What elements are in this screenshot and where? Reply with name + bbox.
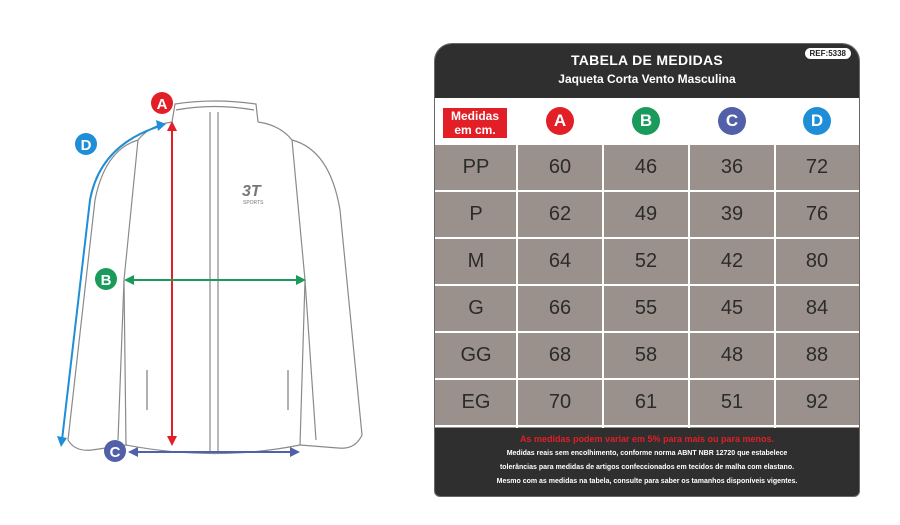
svg-text:C: C xyxy=(109,444,121,461)
marker-d xyxy=(75,133,97,155)
measure-a-value: 60 xyxy=(548,156,572,178)
size-label: PP xyxy=(462,156,490,178)
measure-c-value: 39 xyxy=(720,203,744,225)
measure-a-value: 70 xyxy=(548,391,572,413)
measure-a-arrow xyxy=(167,121,177,446)
svg-text:A: A xyxy=(156,96,168,113)
chart-subtitle: Jaqueta Corta Vento Masculina xyxy=(558,72,736,86)
collar xyxy=(172,101,258,122)
chart-header xyxy=(435,44,859,98)
measure-b-value: 55 xyxy=(634,297,658,319)
row-divider xyxy=(435,378,859,380)
marker-c xyxy=(104,440,126,462)
measure-d-value: 92 xyxy=(805,391,829,413)
measure-b-value: 52 xyxy=(634,250,658,272)
size-label: P xyxy=(469,203,483,225)
column-badge-a: A xyxy=(546,107,574,135)
column-badge-b: B xyxy=(632,107,660,135)
chart-footer xyxy=(435,428,859,496)
svg-text:B: B xyxy=(100,272,112,289)
logo: 3T xyxy=(242,183,261,200)
measure-a-value: 62 xyxy=(548,203,572,225)
row-divider xyxy=(435,237,859,239)
measure-a-value: 66 xyxy=(548,297,572,319)
size-label: GG xyxy=(460,344,492,366)
measure-b-value: 58 xyxy=(634,344,658,366)
measure-a-value: 68 xyxy=(548,344,572,366)
size-chart xyxy=(434,43,860,497)
measure-b-value: 46 xyxy=(634,156,658,178)
measure-d-value: 80 xyxy=(805,250,829,272)
measure-d-value: 84 xyxy=(805,297,829,319)
size-label: G xyxy=(468,297,484,319)
measure-c-value: 42 xyxy=(720,250,744,272)
jacket-body xyxy=(124,122,305,454)
measure-b-value: 49 xyxy=(634,203,658,225)
measure-c-value: 36 xyxy=(720,156,744,178)
measure-c-value: 45 xyxy=(720,297,744,319)
right-sleeve xyxy=(292,140,362,448)
marker-a xyxy=(151,92,173,114)
measure-unit-label: Medidas em cm. xyxy=(443,108,507,138)
size-label: M xyxy=(467,250,485,272)
variation-warning: As medidas podem variar em 5% para mais ou para menos. xyxy=(519,434,775,444)
measure-b-arrow xyxy=(124,275,306,285)
measure-c-value: 51 xyxy=(720,391,744,413)
row-divider xyxy=(435,143,859,145)
footer-line-3: Mesmo com as medidas na tabela, consulte para saber os tamanhos disponíveis vigentes. xyxy=(496,478,798,485)
size-label: EG xyxy=(461,391,491,413)
measure-c-arrow xyxy=(128,447,300,457)
row-divider xyxy=(435,284,859,286)
row-divider xyxy=(435,331,859,333)
measure-d-value: 72 xyxy=(805,156,829,178)
measure-d-value: 88 xyxy=(805,344,829,366)
svg-text:D: D xyxy=(80,137,92,154)
row-divider xyxy=(435,425,859,427)
footer-line-1: Medidas reais sem encolhimento, conforme norma ABNT NBR 12720 que estabelece xyxy=(506,450,788,457)
measure-b-value: 61 xyxy=(634,391,658,413)
measure-c-value: 48 xyxy=(720,344,744,366)
column-badge-d: D xyxy=(803,107,831,135)
measure-d-value: 76 xyxy=(805,203,829,225)
measure-a-value: 64 xyxy=(548,250,572,272)
column-badge-c: C xyxy=(718,107,746,135)
jacket-illustration xyxy=(0,0,430,525)
reference-code: REF:5338 xyxy=(805,48,851,59)
marker-b xyxy=(95,268,117,290)
footer-line-2: tolerâncias para medidas de artigos confeccionados em tecidos de malha com elastano. xyxy=(499,464,795,471)
logo-sub: SPORTS xyxy=(243,200,264,206)
chart-title: TABELA DE MEDIDAS xyxy=(570,52,724,68)
row-divider xyxy=(435,190,859,192)
